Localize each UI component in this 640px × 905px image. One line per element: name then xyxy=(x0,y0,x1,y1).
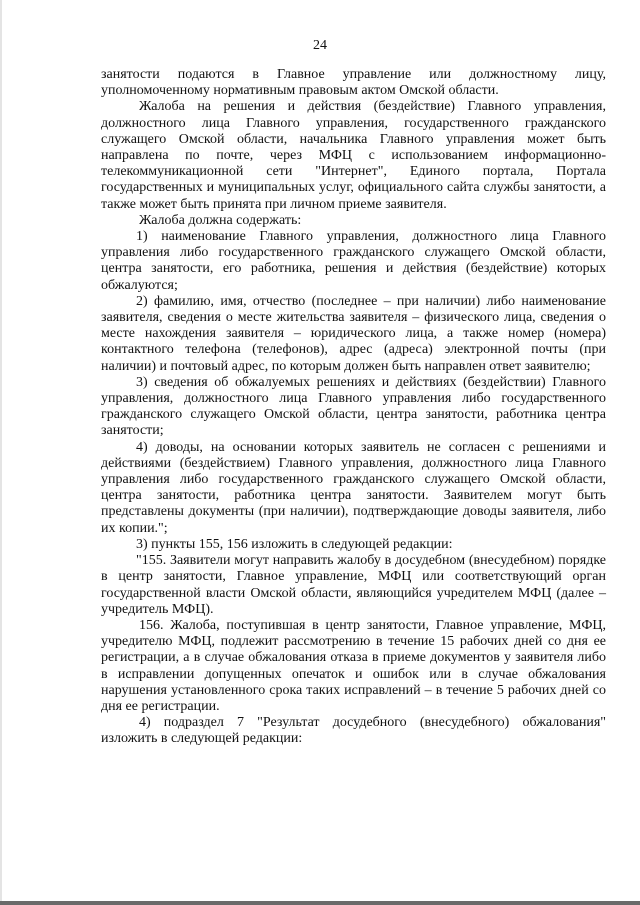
document-body xyxy=(101,67,606,748)
paragraph-complaint-contents-intro: Жалоба должна содержать: xyxy=(139,212,302,228)
list-item-3: 3) сведения об обжалуемых решениях и действиях (бездействии) Главного управления, должностного лица Главного управления либо государственного гражданского служащего Омской области, центра занятости, работника центра занятости; xyxy=(101,374,606,439)
list-item-4: 4) доводы, на основании которых заявитель не согласен с решениями и действиями (бездействием) Главного управления, должностного лица Главного управления либо государственного гражданского служащего Омской области, центра занятости, работника центра занятости. Заявителем могут быть представлены документы (при наличии), подтверждающие доводы заявителя, либо их копии."; xyxy=(101,439,606,536)
clause-155: "155. Заявители могут направить жалобу в досудебном (внесудебном) порядке в центр занятости, Главное управление, МФЦ или соответствующий орган государственной власти Омской области, являющийся учредителем МФЦ (далее – учредитель МФЦ). xyxy=(101,553,606,617)
scan-left-edge xyxy=(0,0,2,905)
scan-bottom-edge xyxy=(0,901,640,905)
amendment-item-4: 4) подраздел 7 "Результат досудебного (внесудебного) обжалования" изложить в следующей редакции: xyxy=(101,715,606,747)
list-item-1: 1) наименование Главного управления, должностного лица Главного управления либо государственного гражданского служащего Омской области, центра занятости, его работника, решения и действия (бездействие) которых обжалуются; xyxy=(101,229,606,293)
paragraph-continuation: занятости подаются в Главное управление или должностному лицу, уполномоченному нормативным правовым актом Омской области. xyxy=(101,67,606,99)
page-number: 24 xyxy=(313,38,327,53)
paragraph-complaint-channels: Жалоба на решения и действия (бездействие) Главного управления, должностного лица Главного управления, государственного гражданского служащего Омской области, начальника Главного управления может быть направлена по почте, через МФЦ с использованием информационно-телекоммуникационной сети "Интернет", Единого портала, Портала государственных и муниципальных услуг, официального сайта службы занятости, а также может быть принята при личном приеме заявителя. xyxy=(101,99,606,212)
clause-156: 156. Жалоба, поступившая в центр занятости, Главное управление, МФЦ, учредителю МФЦ, подлежит рассмотрению в течение 15 рабочих дней со дня ее регистрации, а в случае обжалования отказа в приеме документов у заявителя либо в исправлении допущенных опечаток и ошибок или в случае обжалования нарушения установленного срока таких исправлений – в течение 5 рабочих дней со дня ее регистрации. xyxy=(101,617,606,714)
amendment-item-3: 3) пункты 155, 156 изложить в следующей редакции: xyxy=(136,536,453,552)
list-item-2: 2) фамилию, имя, отчество (последнее – при наличии) либо наименование заявителя, сведения о месте жительства заявителя – физического лица, сведения о месте нахождения заявителя – юридического лица, а также номер (номера) контактного телефона (телефонов), адрес (адреса) электронной почты (при наличии) и почтовый адрес, по которым должен быть направлен ответ заявителю; xyxy=(101,293,606,374)
